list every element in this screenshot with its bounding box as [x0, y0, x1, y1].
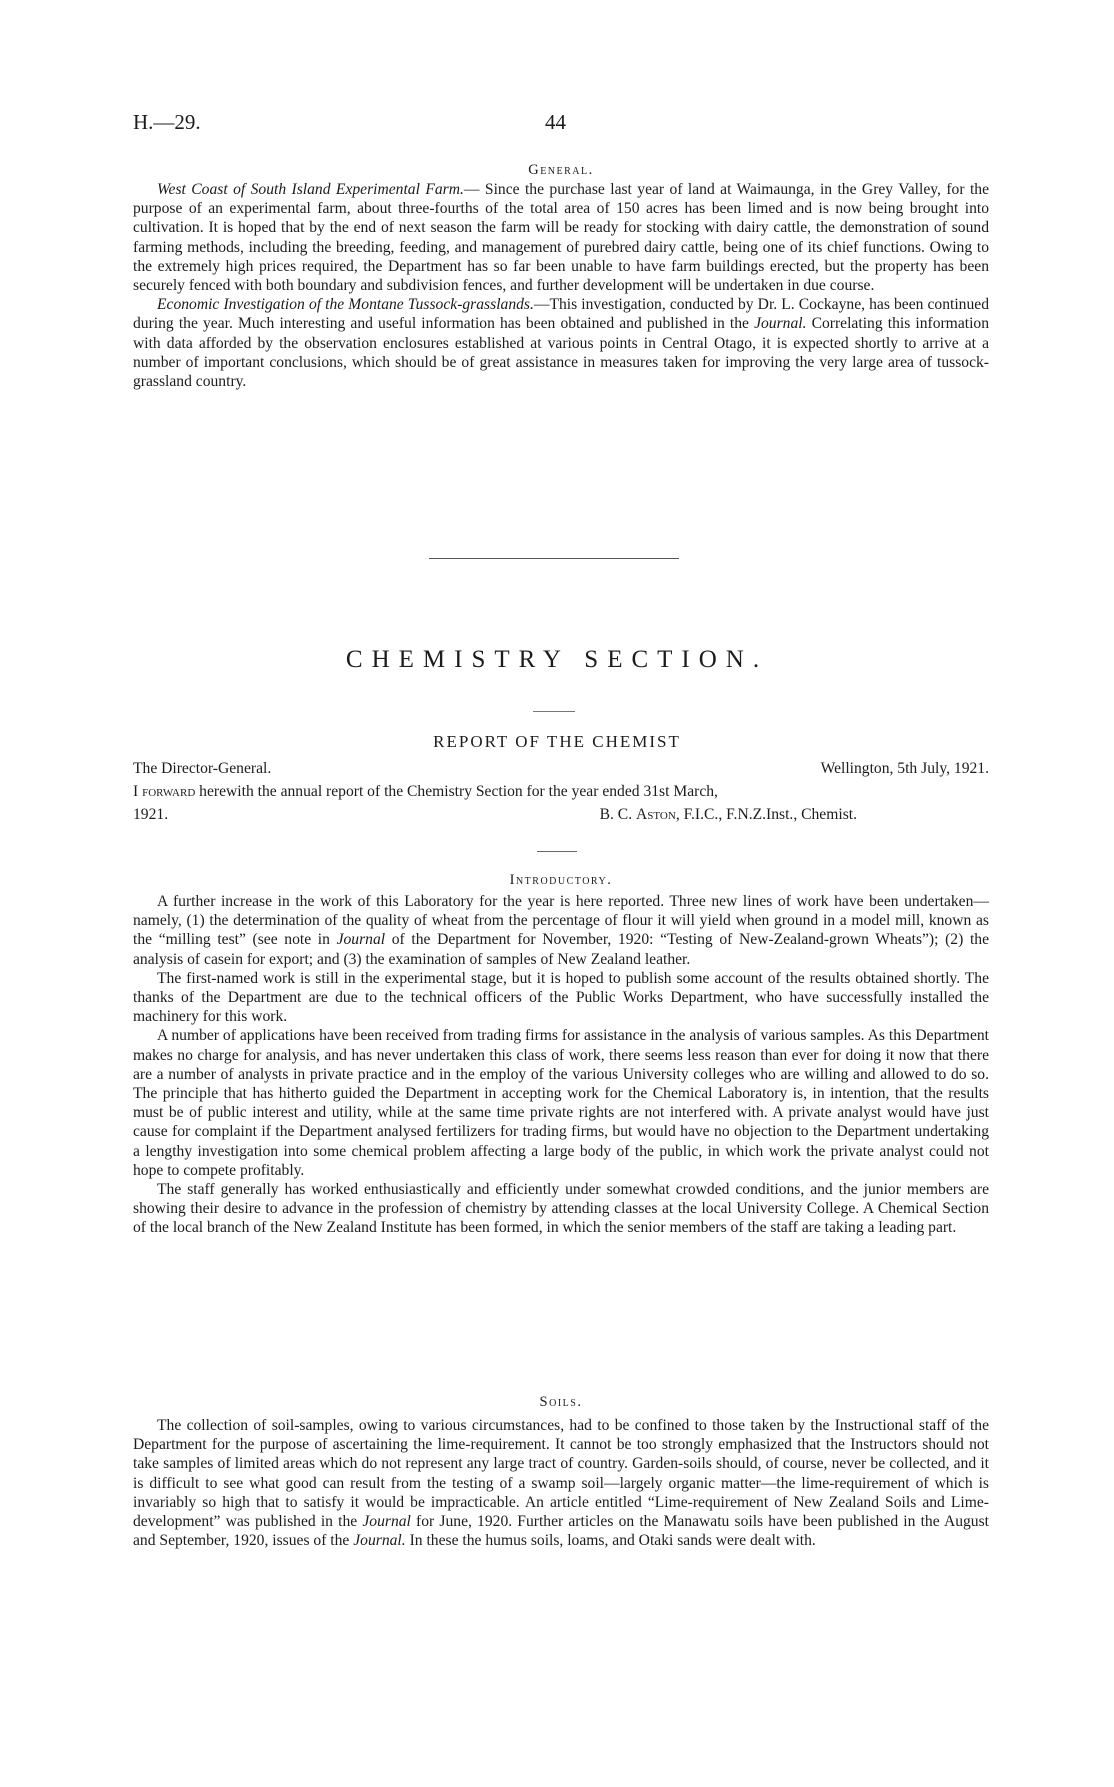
page-number: 44 — [545, 110, 566, 134]
section-title: CHEMISTRY SECTION. — [345, 646, 769, 673]
report-title: REPORT OF THE CHEMIST — [433, 732, 681, 751]
paragraph-tussock-grasslands: Economic Investigation of the Montane Tussock-grasslands.—This investigation, conducted by Dr. L. Cockayne, has been continued during the year. Much interesting and useful information has been obtained and published in the Journal. Correlating this information with data afforded by the observation enclosures established at various points in Central Otago, it is expected shortly to arrive at a number of important conclusions, which should be of great assistance in measures taken for improving the very large area of tussock-grassland country. — [133, 296, 989, 391]
paragraph-applications: A number of applications have been received from trading firms for assistance in the analysis of various samples. As this Department makes no charge for analysis, and has never undertaken this class of work, there seems less reason than ever for doing it now that there are a number of analysts in private practice and in the employ of the various University colleges who are willing and allowed to do so. The principle that has hitherto guided the Department in accepting work for the Chemical Laboratory is, in intention, that the results must be of public interest and utility, while at the same time private rights are not interfered with. A private analyst would have just cause for complaint if the Department analysed fertilizers for trading firms, but would have no objection to the Department undertaking a lengthy investigation into some chemical problem affecting a large body of the public, in which work the private analyst could not hope to compete profitably. — [133, 1027, 989, 1179]
section-divider — [429, 558, 679, 560]
forward-line: I forward herewith the annual report of the Chemistry Section for the year ended 31st March, — [133, 783, 718, 800]
place-date: Wellington, 5th July, 1921. — [820, 760, 989, 777]
signature: B. C. Aston, F.I.C., F.N.Z.Inst., Chemist. — [599, 806, 857, 823]
paragraph-soil-samples: The collection of soil-samples, owing to various circumstances, had to be confined to those taken by the Instructional staff of the Department for the purpose of ascertaining the lime-requirement. It cannot be too strongly emphasized that the Instructors should not take samples of limited areas which do not represent any large tract of country. Garden-soils should, of course, never be collected, and it is difficult to see what good can result from the testing of a swamp soil—largely organic matter—the lime-requirement of which is invariably so high that to satisfy it would be impracticable. An article entitled “Lime-requirement of New Zealand Soils and Lime-development” was published in the Journal for June, 1920. Further articles on the Manawatu soils have been published in the August and September, 1920, issues of the Journal. In these the humus soils, loams, and Otaki sands were dealt with. — [133, 1417, 989, 1550]
address-line — [133, 760, 989, 780]
report-year: 1921. — [133, 806, 169, 823]
signature-rule — [537, 851, 577, 853]
general-heading: General. — [528, 162, 594, 178]
document-reference: H.—29. — [133, 110, 201, 134]
soils-section — [133, 1392, 989, 1550]
general-section — [133, 160, 989, 391]
soils-heading: Soils. — [539, 1394, 583, 1410]
paragraph-staff: The staff generally has worked enthusiastically and efficiently under somewhat crowded conditions, and the junior members are showing their desire to advance in the profession of chemistry by attending classes at the local University College. A Chemical Section of the local branch of the New Zealand Institute has been formed, in which the senior members of the staff are taking a leading part. — [133, 1181, 989, 1237]
paragraph-first-named-work: The first-named work is still in the experimental stage, but it is hoped to publish some account of the results obtained shortly. The thanks of the Department are due to the technical officers of the Public Works Department, who have successfully installed the machinery for this work. — [133, 969, 989, 1026]
paragraph-title: Economic Investigation of the Montane Tussock-grasslands. — [157, 296, 534, 314]
introductory-section — [133, 870, 989, 1238]
introductory-heading: Introductory. — [509, 872, 613, 888]
addressee: The Director-General. — [133, 760, 272, 777]
paragraph-new-lines-of-work: A further increase in the work of this Laboratory for the year is here reported. Three new lines of work have been undertaken—namely, (1) the determination of the quality of wheat from the percentage of flour it will yield when ground in a model mill, known as the “milling test” (see note in Journal of the Department for November, 1920: “Testing of New-Zealand-grown Wheats”); (2) the analysis of casein for export; and (3) the examination of samples of New Zealand leather. — [133, 893, 989, 968]
paragraph-west-coast-farm: West Coast of South Island Experimental Farm.— Since the purchase last year of land at Waimaunga, in the Grey Valley, for the purpose of an experimental farm, about three-fourths of the total area of 150 acres has been limed and is now being brought into cultivation. It is hoped that by the end of next season the farm will be ready for stocking with dairy cattle, the demonstration of sound farming methods, including the breeding, feeding, and management of purebred dairy cattle, being one of its chief functions. Owing to the extremely high prices required, the Department has so far been unable to have farm buildings erected, but the property has been securely fenced with both boundary and subdivision fences, and further development will be undertaken in due course. — [133, 181, 989, 295]
paragraph-title: West Coast of South Island Experimental Farm. — [157, 181, 464, 198]
title-ornament-rule — [533, 711, 575, 713]
signature-line — [133, 806, 989, 826]
